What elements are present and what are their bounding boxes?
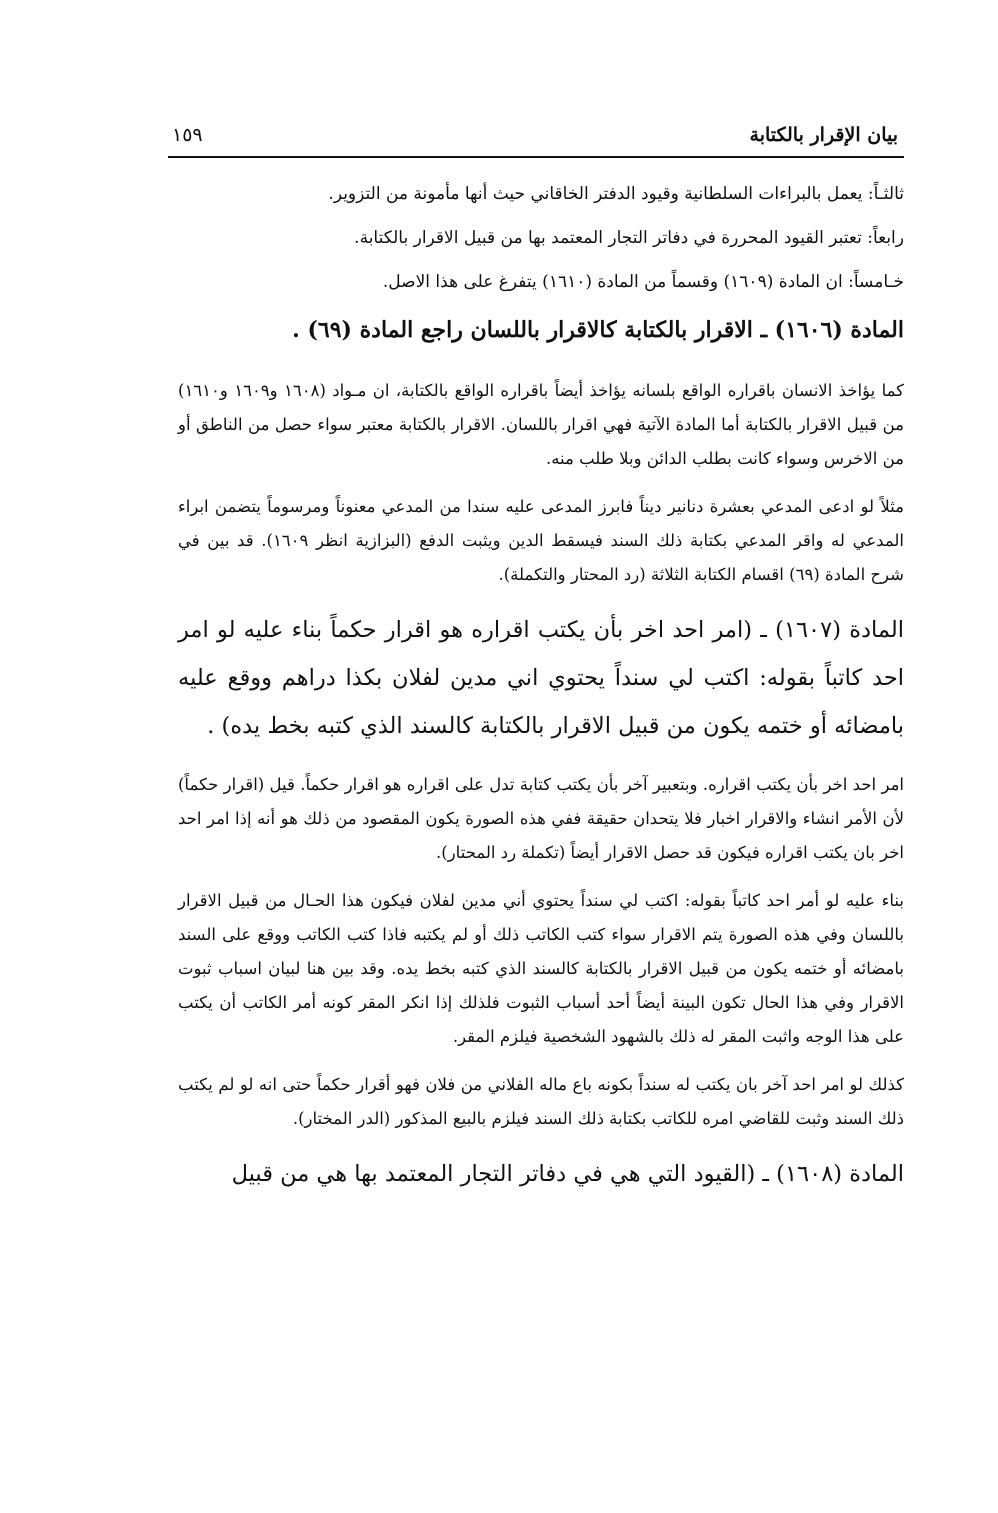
header-title: بيان الإقرار بالكتابة <box>749 124 898 146</box>
paragraph: امر احد اخر بأن يكتب اقراره. وبتعبير آخر بأن يكتب كتابة تدل على اقراره هو اقرار حكماً. قيل (اقرار حكماً) لأن الأمر انشاء والاقرار اخبار فلا يتحدان حقيقة ففي هذه الصورة يكون المقصود من ذلك هو أنه إذا امر احد اخر بان يكتب اقراره فيكون قد حصل الاقرار أيضاً (تكملة رد المحتار). <box>178 775 904 862</box>
page-content <box>178 172 904 1216</box>
paragraph: كذلك لو امر احد آخر بان يكتب له سنداً بكونه باع ماله الفلاني من فلان فهو أقرار حكماً حتى انه لو لم يكتب ذلك السند وثبت للقاضي امره للكاتب بكتابة ذلك السند فيلزم بالبيع المذكور (الدر المختار). <box>178 1075 904 1128</box>
paragraph: كما يؤاخذ الانسان باقراره الواقع بلسانه يؤاخذ أيضاً باقراره الواقع بالكتابة، ان مـواد (١٦٠٨ و١٦٠٩ و١٦١٠) من قبيل الاقرار بالكتابة أما المادة الآتية فهي اقرار باللسان. الاقرار بالكتابة معتبر سواء حصل من الناطق أو من الاخرس وسواء كانت بطلب الدائن وبلا طلب منه. <box>178 381 904 468</box>
page-number: ١٥٩ <box>172 124 203 146</box>
paragraph: مثلاً لو ادعى المدعي بعشرة دنانير ديناً فابرز المدعى عليه سندا من المدعي معنوناً ومرسوماً يتضمن ابراء المدعي له واقر المدعي بكتابة ذلك السند فيسقط الدين ويثبت الدفع (البزازية انظر ١٦٠٩). قد بين في شرح المادة (٦٩) اقسام الكتابة الثلاثة (رد المحتار والتكملة). <box>178 497 904 584</box>
item-fifth: خـامساً: ان المادة (١٦٠٩) وقسماً من المادة (١٦١٠) يتفرغ على هذا الاصل. <box>382 272 904 292</box>
article-1607: المادة (١٦٠٧) ـ (امر احد اخر بأن يكتب اقراره هو اقرار حكماً بناء عليه لو امر احد كاتباً بقوله: اكتب لي سنداً يحتوي اني مدين لفلان بكذا دراهم ووقع عليه بامضائه أو ختمه يكون من قبيل الاقرار بالكتابة كالسند الذي كتبه بخط يده) . <box>178 617 904 739</box>
item-fourth: رابعاً: تعتبر القيود المحررة في دفاتر التجار المعتمد بها من قبيل الاقرار بالكتابة. <box>354 228 904 248</box>
article-1606: المادة (١٦٠٦) ـ الاقرار بالكتابة كالاقرار باللسان راجع المادة (٦٩) . <box>292 317 904 343</box>
item-third: ثالثـاً: يعمل بالبراءات السلطانية وقيود الدفتر الخاقاني حيث أنها مأمونة من التزوير. <box>328 184 904 204</box>
running-header <box>168 124 904 158</box>
article-1608: المادة (١٦٠٨) ـ (القيود التي هي في دفاتر التجار المعتمد بها هي من قبيل <box>231 1161 904 1187</box>
paragraph: بناء عليه لو أمر احد كاتباً بقوله: اكتب لي سنداً يحتوي أني مدين لفلان فيكون هذا الحـال من قبيل الاقرار باللسان وفي هذه الصورة يتم الاقرار سواء كتب الكاتب ذلك أو لم يكتبه فاذا كتب الكاتب ووقع على السند بامضائه أو ختمه يكون من قبيل الاقرار بالكتابة كالسند الذي كتبه بخط يده. وقد بين هنا لبيان اسباب ثبوت الاقرار وفي هذا الحال تكون البينة أيضاً أحد أسباب الثبوت فلذلك إذا انكر المقر كونه أمر الكاتب أن يكتب على هذا الوجه واثبت المقر له ذلك بالشهود الشخصية فيلزم المقر. <box>178 891 904 1046</box>
